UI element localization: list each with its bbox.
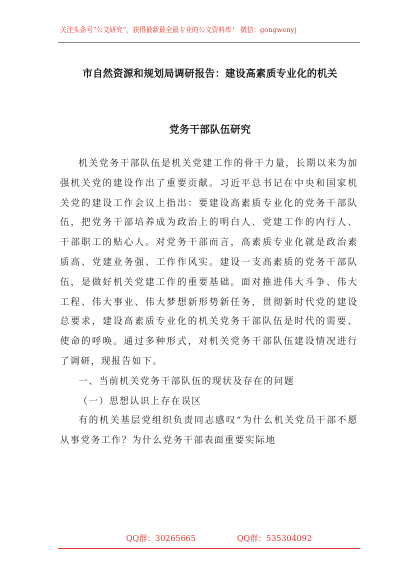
header-divider	[58, 42, 360, 43]
footer-divider	[58, 548, 360, 549]
subsection-heading-1: （一）思想认识上存在误区	[78, 395, 202, 407]
section-heading-1: 一、当前机关党务干部队伍的现状及存在的问题	[78, 375, 295, 387]
footer-qq-group-2: QQ群：535304092	[237, 534, 312, 543]
document-title-line-2: 党务干部队伍研究	[169, 125, 251, 136]
body-paragraph: 有的机关基层党组织负责同志感叹“为什么机关党员干部不愿从事党务工作？为什么党务干部表面重要实际地	[60, 415, 358, 447]
header-notice: 关注头条号“公文研究”，获得最新最全最专业的公文资料库！ 微信：gongwenyj	[60, 26, 297, 34]
page-footer	[0, 533, 408, 549]
intro-paragraph: 机关党务干部队伍是机关党建工作的骨干力量，长期以来为加强机关党的建设作出了重要贡献。习近平总书记在中央和国家机关党的建设工作会议上指出：要建设高素质专业化的党务干部队伍，把党务干部培养成为政治上的明白人、党建工作的内行人、干部职工的贴心人。对党务干部而言，高素质专业化就是政治素质高、党建业务强、工作作风实。建设一支高素质的党务干部队伍，是做好机关党建工作的重要基础。面对推进伟大斗争、伟大工程、伟大事业、伟大梦想新形势新任务，贯彻新时代党的建设总要求，建设高素质专业化的机关党务干部队伍是时代的需要、使命的呼唤。通过多种形式，对机关党务干部队伍建设情况进行了调研，现报告如下。	[60, 158, 358, 367]
footer-qq-group-1: QQ群：30265665	[126, 534, 196, 543]
document-body	[60, 154, 358, 451]
document-title-line-1: 市自然资源和规划局调研报告：建设高素质专业化的机关	[82, 69, 338, 80]
